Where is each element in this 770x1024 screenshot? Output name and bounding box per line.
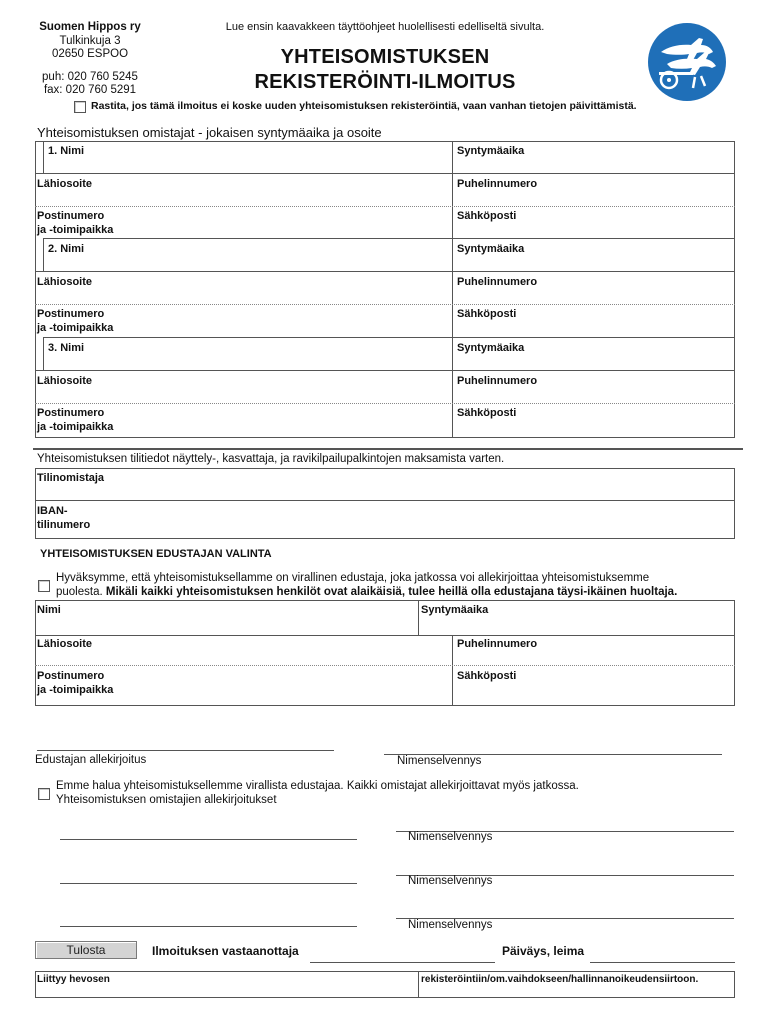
date-stamp-label: Päiväys, leima xyxy=(502,944,585,958)
owner2-postal-label: Postinumero ja -toimipaikka xyxy=(37,308,114,334)
org-city: 02650 ESPOO xyxy=(51,48,129,60)
owner3-birth-label: Syntymäaika xyxy=(457,342,525,354)
hippos-logo-icon xyxy=(647,22,727,102)
owner2-address-label: Lähiosoite xyxy=(37,276,93,288)
owner3-email-label: Sähköposti xyxy=(457,407,517,419)
org-name: Suomen Hippos ry xyxy=(39,21,141,33)
owner-signature-line-2[interactable] xyxy=(60,883,357,884)
rep-name-label: Nimi xyxy=(37,604,61,616)
owner2-email-label: Sähköposti xyxy=(457,308,517,320)
bank-heading: Yhteisomistuksen tilitiedot näyttely-, kasvattaja, ja ravikilpailupalkintojen maksamista varten. xyxy=(37,453,505,465)
no-representative-checkbox[interactable] xyxy=(38,788,50,800)
receiver-label: Ilmoituksen vastaanottaja xyxy=(152,944,299,958)
date-stamp-line[interactable] xyxy=(590,962,735,963)
rep-email-label: Sähköposti xyxy=(457,670,517,682)
receiver-line[interactable] xyxy=(310,962,495,963)
owner1-name-label: 1. Nimi xyxy=(48,145,85,157)
rep-phone-label: Puhelinnumero xyxy=(457,638,538,650)
no-representative-text: Emme halua yhteisomistuksellemme virallista edustajaa. Kaikki omistajat allekirjoittavat myös jatkossa. Yhteisomistuksen omistajien allekirjoitukset xyxy=(56,780,579,806)
accept-representative-checkbox[interactable] xyxy=(38,580,50,592)
update-only-label: Rastita, jos tämä ilmoitus ei koske uuden yhteisomistuksen rekisteröintiä, vaan vanhan tietojen päivittämistä. xyxy=(91,100,637,112)
print-button[interactable]: Tulosta xyxy=(35,941,137,959)
owner3-postal-label: Postinumero ja -toimipaikka xyxy=(37,407,114,433)
rep-signature-line[interactable] xyxy=(37,750,334,751)
org-address-block xyxy=(30,21,150,98)
owner2-name-label: 2. Nimi xyxy=(48,243,85,255)
owner1-phone-label: Puhelinnumero xyxy=(457,178,538,190)
owner-clarification-label-2: Nimenselvennys xyxy=(408,875,493,887)
rep-address-label: Lähiosoite xyxy=(37,638,93,650)
owner3-phone-label: Puhelinnumero xyxy=(457,375,538,387)
owner1-email-label: Sähköposti xyxy=(457,210,517,222)
rep-postal-label: Postinumero ja -toimipaikka xyxy=(37,670,114,696)
owner-signature-line-3[interactable] xyxy=(60,926,357,927)
owners-table xyxy=(35,141,735,438)
representative-heading: YHTEISOMISTUKSEN EDUSTAJAN VALINTA xyxy=(40,548,272,560)
accept-representative-text: Hyväksymme, että yhteisomistuksellamme on virallinen edustaja, joka jatkossa voi allekirjoittaa yhteisomistuksemme puolesta. Mikäli kaikki yhteisomistuksen henkilöt ovat alaikäisiä, tulee heillä olla edustajana täysi-ikäinen huoltaja. xyxy=(56,572,678,598)
org-phone: puh: 020 760 5245 xyxy=(42,70,138,83)
owner-clarification-label-3: Nimenselvennys xyxy=(408,919,493,931)
instruction-text: Lue ensin kaavakkeen täyttöohjeet huolellisesti edelliseltä sivulta. xyxy=(225,21,545,33)
rep-clarification-label: Nimenselvennys xyxy=(397,755,482,767)
owner2-birth-label: Syntymäaika xyxy=(457,243,525,255)
form-title xyxy=(225,45,545,95)
owner1-address-label: Lähiosoite xyxy=(37,178,93,190)
horse-label: Liittyy hevosen xyxy=(37,974,110,985)
form-title-line2: REKISTERÖINTI-ILMOITUS xyxy=(254,71,516,93)
rep-birth-label: Syntymäaika xyxy=(421,604,489,616)
bank-table xyxy=(35,468,735,539)
owners-heading: Yhteisomistuksen omistajat - jokaisen syntymäaika ja osoite xyxy=(37,125,382,140)
owner3-address-label: Lähiosoite xyxy=(37,375,93,387)
iban-label: IBAN- tilinumero xyxy=(37,505,91,531)
update-only-checkbox[interactable] xyxy=(74,101,86,113)
rep-signature-label: Edustajan allekirjoitus xyxy=(35,754,147,766)
owner2-phone-label: Puhelinnumero xyxy=(457,276,538,288)
owner1-postal-label: Postinumero ja -toimipaikka xyxy=(37,210,114,236)
form-title-line1: YHTEISOMISTUKSEN xyxy=(280,46,490,68)
registration-label: rekisteröintiin/om.vaihdokseen/hallinnanoikeudensiirtoon. xyxy=(421,974,699,985)
owner3-name-label: 3. Nimi xyxy=(48,342,85,354)
representative-table xyxy=(35,600,735,706)
owner-clarification-label-1: Nimenselvennys xyxy=(408,831,493,843)
owner1-birth-label: Syntymäaika xyxy=(457,145,525,157)
owner-signature-line-1[interactable] xyxy=(60,839,357,840)
account-holder-label: Tilinomistaja xyxy=(37,472,105,484)
org-street: Tulkinkuja 3 xyxy=(59,34,121,47)
org-fax: fax: 020 760 5291 xyxy=(43,84,137,96)
